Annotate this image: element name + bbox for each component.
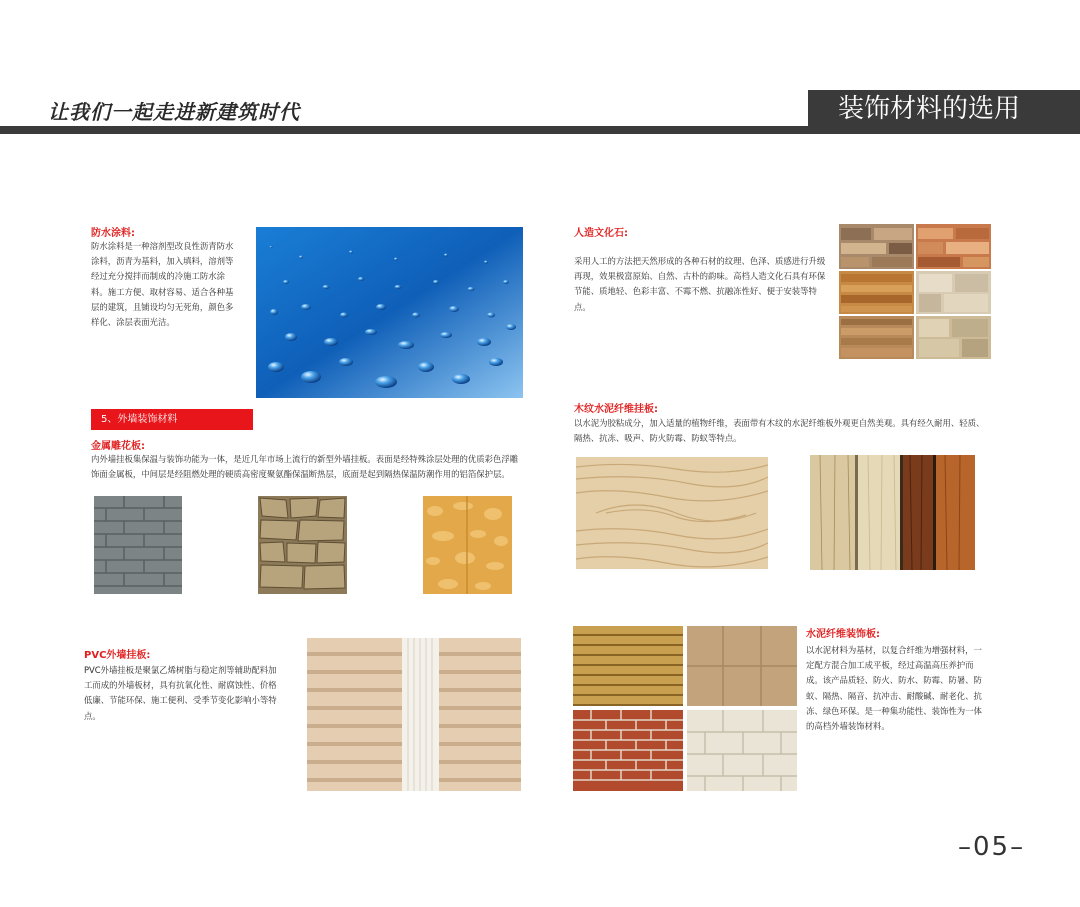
cement-fiber-body: 以水泥材料为基材，以复合纤维为增强材料，一定配方混合加工成平板，经过高温高压养护而成。该产品质轻、防火、防水、防霉、防暑、防蚁、隔热、隔音、抗冲击、耐酸碱、耐老化、抗冻、绿色环保。是一种集功能性、装饰性为一体的高档外墙装饰材料。 [806, 645, 982, 732]
page-title: 装饰材料的选用 [808, 90, 1080, 128]
waterproof-heading: 防水涂料: [91, 228, 135, 239]
artificial-stone-heading: 人造文化石: [574, 228, 628, 239]
cement-fiber-heading: 水泥纤维装饰板: [806, 629, 880, 640]
waterproof-body: 防水涂料是一种溶剂型改良性沥青防水涂料，沥青为基料，加入填料，溶剂等经过充分搅拌而制成的冷施工防水涂料。施工方便、取材容易、适合各种基层的建筑，且铺设均匀无死角，颜色多样化、涂层表面光洁。 [91, 241, 234, 328]
pvc-heading: PVC外墙挂板: [84, 650, 151, 661]
artificial-stone-body: 采用人工的方法把天然形成的各种石材的纹理、色泽、质感进行升级再现，效果极富原始、自然、古朴的韵味。高档人造文化石具有环保节能、质地轻、色彩丰富、不霉不燃、抗融冻性好、便于安装等特点。 [574, 256, 826, 312]
wood-cement-heading: 木纹水泥纤维挂板: [574, 404, 658, 415]
water-droplets-image [256, 227, 523, 398]
header-slogan: 让我们一起走进新建筑时代 [48, 100, 300, 124]
metal-panel-stone-sample [258, 496, 347, 594]
wood-plank-panels-image [810, 455, 975, 570]
metal-panel-brick-sample [94, 496, 182, 594]
culture-stone-image [839, 224, 991, 359]
metal-panel-yellow-sample [423, 496, 512, 594]
metal-panel-body: 内外墙挂板集保温与装饰功能为一体，是近几年市场上流行的新型外墙挂板。表面是经特殊涂层处理的优质彩色浮雕饰面金属板，中间层是经阻燃处理的硬质高密度聚氨酯保温断热层，底面是起到隔热保温防潮作用的铝箔保护层。 [91, 454, 519, 480]
metal-panel-heading: 金属雕花板: [91, 441, 145, 452]
pvc-siding-image [307, 638, 521, 791]
wood-grain-board-image [576, 457, 768, 569]
pvc-body: PVC外墙挂板是聚氯乙烯树脂与稳定剂等辅助配料加工而成的外墙板材，具有抗氧化性、耐腐蚀性、价格低廉、节能环保、施工便利、受季节变化影响小等特点。 [84, 665, 277, 721]
cement-fiber-samples-image [573, 626, 797, 791]
wood-cement-body: 以水泥为胶粘成分，加入适量的植物纤维，表面带有木纹的水泥纤维板外观更自然美观。具有经久耐用、轻质、隔热、抗冻、吸声、防火防霉、防蚁等特点。 [574, 418, 985, 444]
header-divider [0, 126, 1080, 134]
section-5-bar: 5、外墙装饰材料 [91, 409, 253, 430]
page-number: –05– [958, 832, 1026, 862]
